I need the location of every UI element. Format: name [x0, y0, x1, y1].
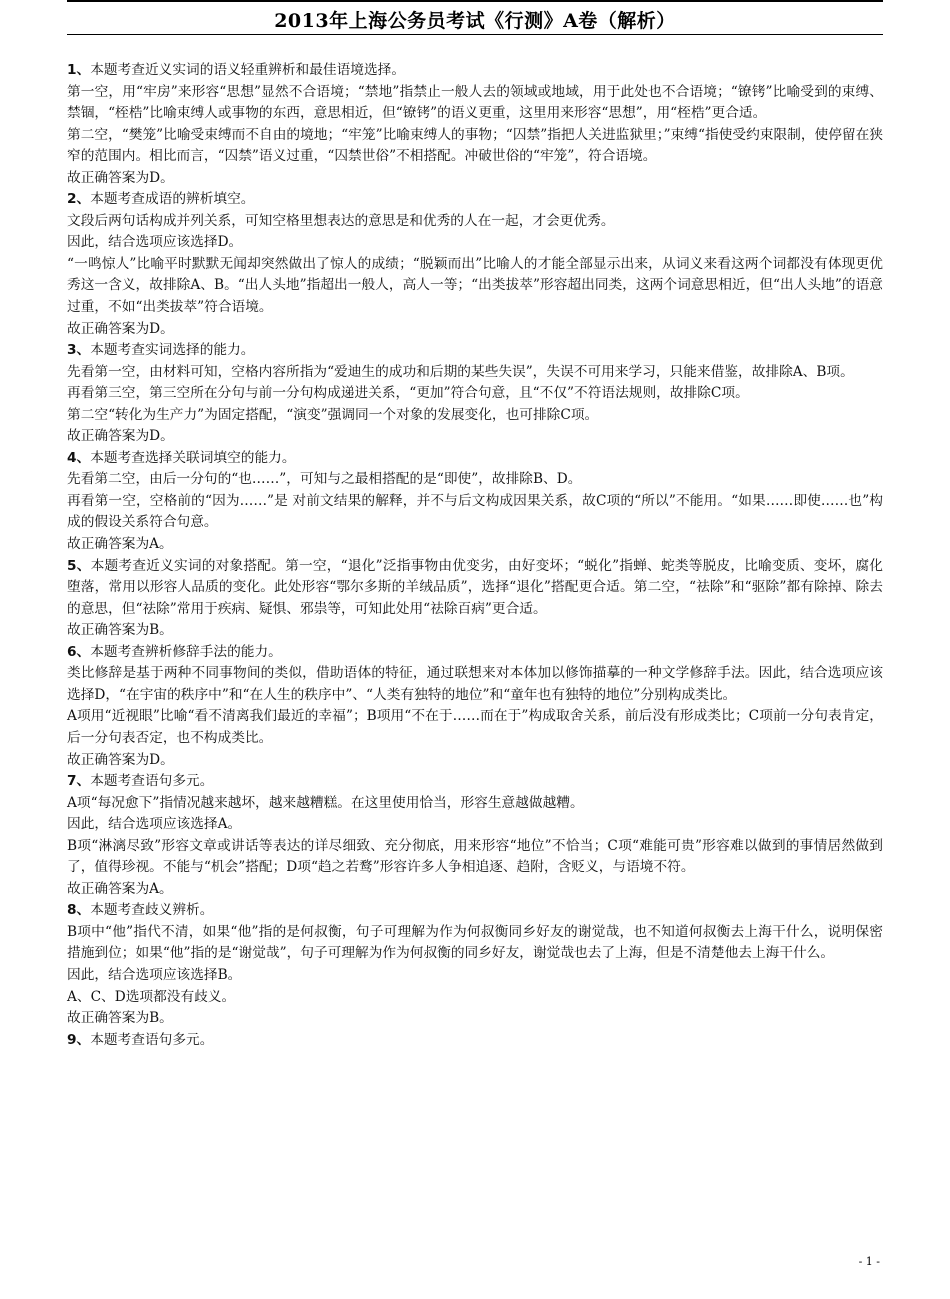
- question-heading: [67, 189, 883, 211]
- explanation-paragraph: 故正确答案为A。: [67, 536, 173, 553]
- question-number: 6、: [67, 643, 91, 660]
- explanation-paragraph: 先看第一空，由材料可知，空格内容所指为“爱迪生的成功和后期的某些失误”，失误不可用来学习，只能来借鉴，故排除A、B项。: [67, 363, 854, 380]
- question-heading: [67, 1030, 883, 1052]
- question-number: 4、: [67, 449, 91, 466]
- question-topic: 本题考查语句多元。: [90, 1031, 214, 1048]
- explanation-paragraph: 故正确答案为D。: [67, 751, 174, 768]
- explanation-paragraph: 类比修辞是基于两种不同事物间的类似，借助语体的特征，通过联想来对本体加以修饰描摹的一种文学修辞手法。因此，结合选项应该选择D，“在宇宙的秩序中”和“在人生的秩序中”、“人类有独特的地位”和“童年也有独特的地位”分别构成类比。: [67, 665, 883, 703]
- explanation-paragraph: A项用“近视眼”比喻“看不清离我们最近的幸福”；B项用“不在于……而在于”构成取舍关系，前后没有形成类比；C项前一分句表肯定，后一分句表否定，也不构成类比。: [67, 708, 883, 746]
- question-topic: 本题考查选择关联词填空的能力。: [90, 449, 296, 466]
- question-heading: [67, 900, 883, 922]
- explanation-paragraph: 再看第三空，第三空所在分句与前一分句构成递进关系，“更加”符合句意，且“不仅”不符语法规则，故排除C项。: [67, 385, 749, 402]
- explanation-paragraph: A、C、D选项都没有歧义。: [67, 988, 236, 1005]
- explanation-paragraph: 第二空，“樊笼”比喻受束缚而不自由的境地；“牢笼”比喻束缚人的事物；“囚禁”指把人关进监狱里；”束缚“指使受约束限制，使停留在狭窄的范围内。相比而言，“囚禁”语义过重，“囚禁世俗”不相搭配。冲破世俗的“牢笼”，符合语境。: [67, 126, 883, 165]
- question-heading: [67, 642, 883, 664]
- question-heading: [67, 60, 883, 82]
- question-topic: 本题考查辨析修辞手法的能力。: [90, 643, 282, 660]
- explanation-paragraph: 故正确答案为D。: [67, 320, 174, 337]
- question-number: 9、: [67, 1031, 91, 1048]
- top-border-rule: [67, 0, 883, 2]
- question-topic: 本题考查实词选择的能力。: [90, 342, 255, 359]
- explanation-paragraph: B项“淋漓尽致”形容文章或讲话等表达的详尽细致、充分彻底，用来形容“地位”不恰当；C项“难能可贵”形容难以做到的事情居然做到了，值得珍视。不能与“机会”搭配；D项“趋之若鹜”形容许多人争相追逐、趋附，含贬义，与语境不符。: [67, 837, 883, 876]
- question-number: 3、: [67, 342, 91, 359]
- explanation-paragraph: 第一空，用“牢房”来形容“思想”显然不合语境；“禁地”指禁止一般人去的领域或地域，用于此处也不合语境；“镣铐”比喻受到的束缚、禁锢，“桎梏”比喻束缚人或事物的东西，意思相近，但“镣铐”的语义更重，这里用来形容“思想”，用“桎梏”更合适。: [67, 83, 883, 122]
- question-topic: 本题考查近义实词的语义轻重辨析和最佳语境选择。: [90, 62, 406, 78]
- explanation-paragraph: A项“每况愈下”指情况越来越坏，越来越糟糕。在这里使用恰当，形容生意越做越糟。: [67, 794, 584, 811]
- question-number: 7、: [67, 773, 91, 790]
- explanation-paragraph: 故正确答案为A。: [67, 880, 173, 897]
- explanation-paragraph: 故正确答案为D。: [67, 169, 174, 186]
- page-title: 2013年上海公务员考试《行测》A卷（解析）: [274, 10, 676, 32]
- question-topic: 本题考查语句多元。: [90, 773, 214, 790]
- explanation-paragraph: 第二空“转化为生产力”为固定搭配，“演变”强调同一个对象的发展变化，也可排除C项。: [67, 406, 599, 423]
- question-heading: [67, 340, 883, 362]
- page-number: - 1 -: [858, 1255, 880, 1268]
- explanation-paragraph: 再看第一空，空格前的“因为……”是 对前文结果的解释，并不与后文构成因果关系，故C项的“所以”不能用。“如果……即使……也”构成的假设关系符合句意。: [67, 492, 883, 531]
- title-underline: [67, 34, 883, 35]
- question-number: 5、: [67, 557, 91, 574]
- explanation-paragraph: B项中“他”指代不清，如果“他”指的是何叔衡，句子可理解为作为何叔衡同乡好友的谢觉哉，也不知道何叔衡去上海干什么，说明保密措施到位；如果“他”指的是“谢觉哉”，句子可理解为作为何叔衡的同乡好友，谢觉哉也去了上海，但是不清楚他去上海干什么。: [67, 923, 883, 962]
- question-topic: 本题考查成语的辨析填空。: [90, 191, 255, 208]
- question-topic: 本题考查歧义辨析。: [90, 902, 214, 919]
- question-heading: [67, 448, 883, 470]
- explanation-paragraph: “一鸣惊人”比喻平时默默无闻却突然做出了惊人的成绩；“脱颖而出”比喻人的才能全部显示出来，从词义来看这两个词都没有体现更优秀这一含义，故排除A、B。“出人头地”指超出一般人，高人一等；“出类拔萃”形容超出同类，这两个词意思相近，但“出人头地”的语意过重，不如“出类拔萃”符合语境。: [67, 255, 883, 316]
- explanation-paragraph: 因此，结合选项应该选择D。: [67, 234, 243, 251]
- question-heading: [67, 556, 883, 621]
- explanation-paragraph: 故正确答案为B。: [67, 622, 173, 639]
- explanation-paragraph: 因此，结合选项应该选择A。: [67, 816, 242, 833]
- question-number: 8、: [67, 902, 91, 919]
- explanation-paragraph: 故正确答案为B。: [67, 1010, 173, 1027]
- question-number: 1、: [67, 62, 91, 78]
- explanation-paragraph: 故正确答案为D。: [67, 428, 174, 445]
- question-topic: 本题考查近义实词的对象搭配。第一空，“退化”泛指事物由优变劣，由好变坏；“蜕化”指蝉、蛇类等脱皮，比喻变质、变坏，腐化堕落，常用以形容人品质的变化。此处形容“鄂尔多斯的羊绒品质”，选择“退化”搭配更合适。第二空，“祛除”和“驱除”都有除掉、除去的意思，但“祛除”常用于疾病、疑惧、邪祟等，可知此处用“祛除百病”更合适。: [67, 557, 883, 617]
- explanation-paragraph: 因此，结合选项应该选择B。: [67, 966, 242, 983]
- explanation-paragraph: 先看第二空，由后一分句的“也……”，可知与之最相搭配的是“即使”，故排除B、D。: [67, 471, 582, 488]
- question-number: 2、: [67, 191, 91, 208]
- question-heading: [67, 771, 883, 793]
- explanation-paragraph: 文段后两句话构成并列关系，可知空格里想表达的意思是和优秀的人在一起，才会更优秀。: [67, 212, 615, 229]
- document-body: [67, 60, 883, 1051]
